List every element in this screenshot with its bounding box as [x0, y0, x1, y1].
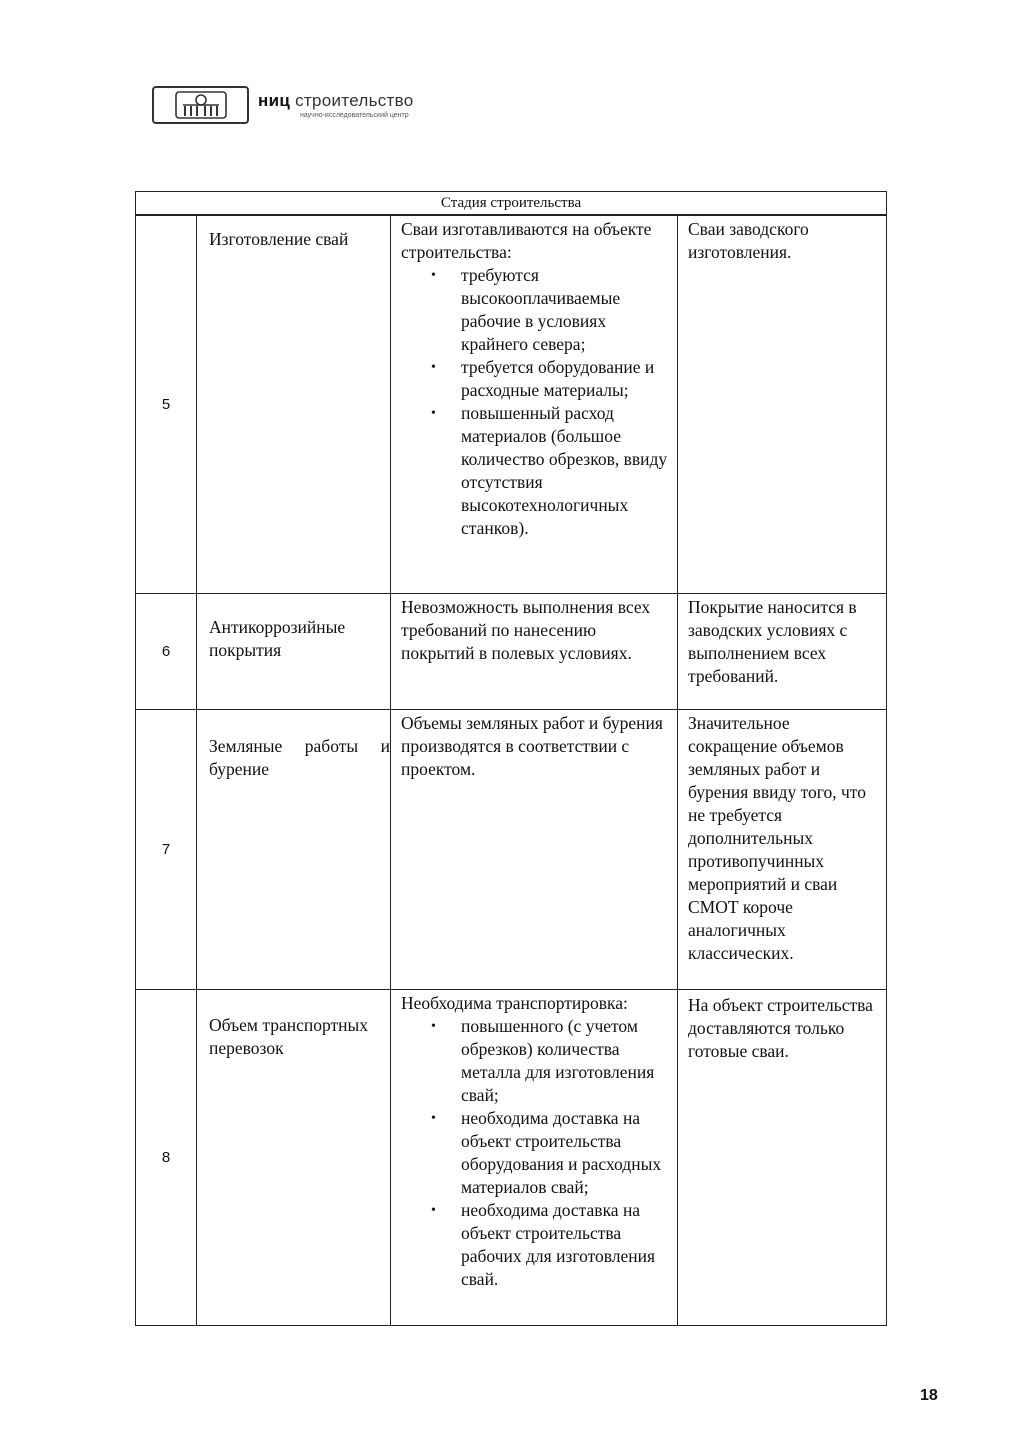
current-intro: Объемы земляных работ и бурения производятся в соответствии с проектом. [401, 712, 663, 779]
current-intro: Сваи изготавливаются на объекте строительства: [401, 219, 652, 262]
page-number: 18 [920, 1387, 938, 1404]
logo-subtitle: научно-исследовательский центр [300, 111, 409, 119]
current-intro: Невозможность выполнения всех требований по нанесению покрытий в полевых условиях. [401, 596, 651, 663]
company-logo [152, 83, 414, 127]
row-current [391, 215, 678, 593]
row-item: Изготовление свай [197, 215, 391, 593]
row-proposed: Покрытие наносится в заводских условиях с выполнением всех требований. [678, 593, 887, 709]
row-current [391, 709, 678, 989]
construction-stage-table [135, 191, 887, 1326]
bullet-item: • повышенный расход материалов (большое количество обрезков, ввиду отсутствия высокотехнологичных станков). [401, 402, 673, 540]
row-proposed: На объект строительства доставляются только готовые сваи. [678, 989, 887, 1325]
row-proposed: Сваи заводского изготовления. [678, 215, 887, 593]
row-item: Объем транспортных перевозок [197, 989, 391, 1325]
bullet-item: • необходима доставка на объект строительства рабочих для изготовления свай. [401, 1199, 673, 1291]
row-item: Антикоррозийные покрытия [197, 593, 391, 709]
current-bullets [401, 1015, 673, 1291]
row-current [391, 989, 678, 1325]
bullet-item: • повышенного (с учетом обрезков) количества металла для изготовления свай; [401, 1015, 673, 1107]
row-item: Земляные работы и бурение [197, 709, 391, 989]
row-proposed: Значительное сокращение объемов земляных работ и бурения ввиду того, что не требуется дополнительных противопучинных мероприятий и сваи СМОТ короче аналогичных классических. [678, 709, 887, 989]
row-number: 6 [136, 593, 197, 709]
row-number: 5 [136, 215, 197, 593]
row-number: 8 [136, 989, 197, 1325]
logo-name: ниц строительство [258, 90, 414, 110]
row-current [391, 593, 678, 709]
table-row [136, 215, 887, 593]
bullet-item: • необходима доставка на объект строительства оборудования и расходных материалов свай; [401, 1107, 673, 1199]
row-number: 7 [136, 709, 197, 989]
table-row [136, 593, 887, 709]
bullet-item: • требуются высокооплачиваемые рабочие в условиях крайнего севера; [401, 264, 673, 356]
table-row [136, 989, 887, 1325]
table-header: Стадия строительства [136, 192, 887, 216]
logo-emblem-icon [152, 86, 249, 124]
table-row [136, 709, 887, 989]
bullet-item: • требуется оборудование и расходные материалы; [401, 356, 673, 402]
current-bullets [401, 264, 673, 540]
current-intro: Необходима транспортировка: [401, 992, 628, 1013]
